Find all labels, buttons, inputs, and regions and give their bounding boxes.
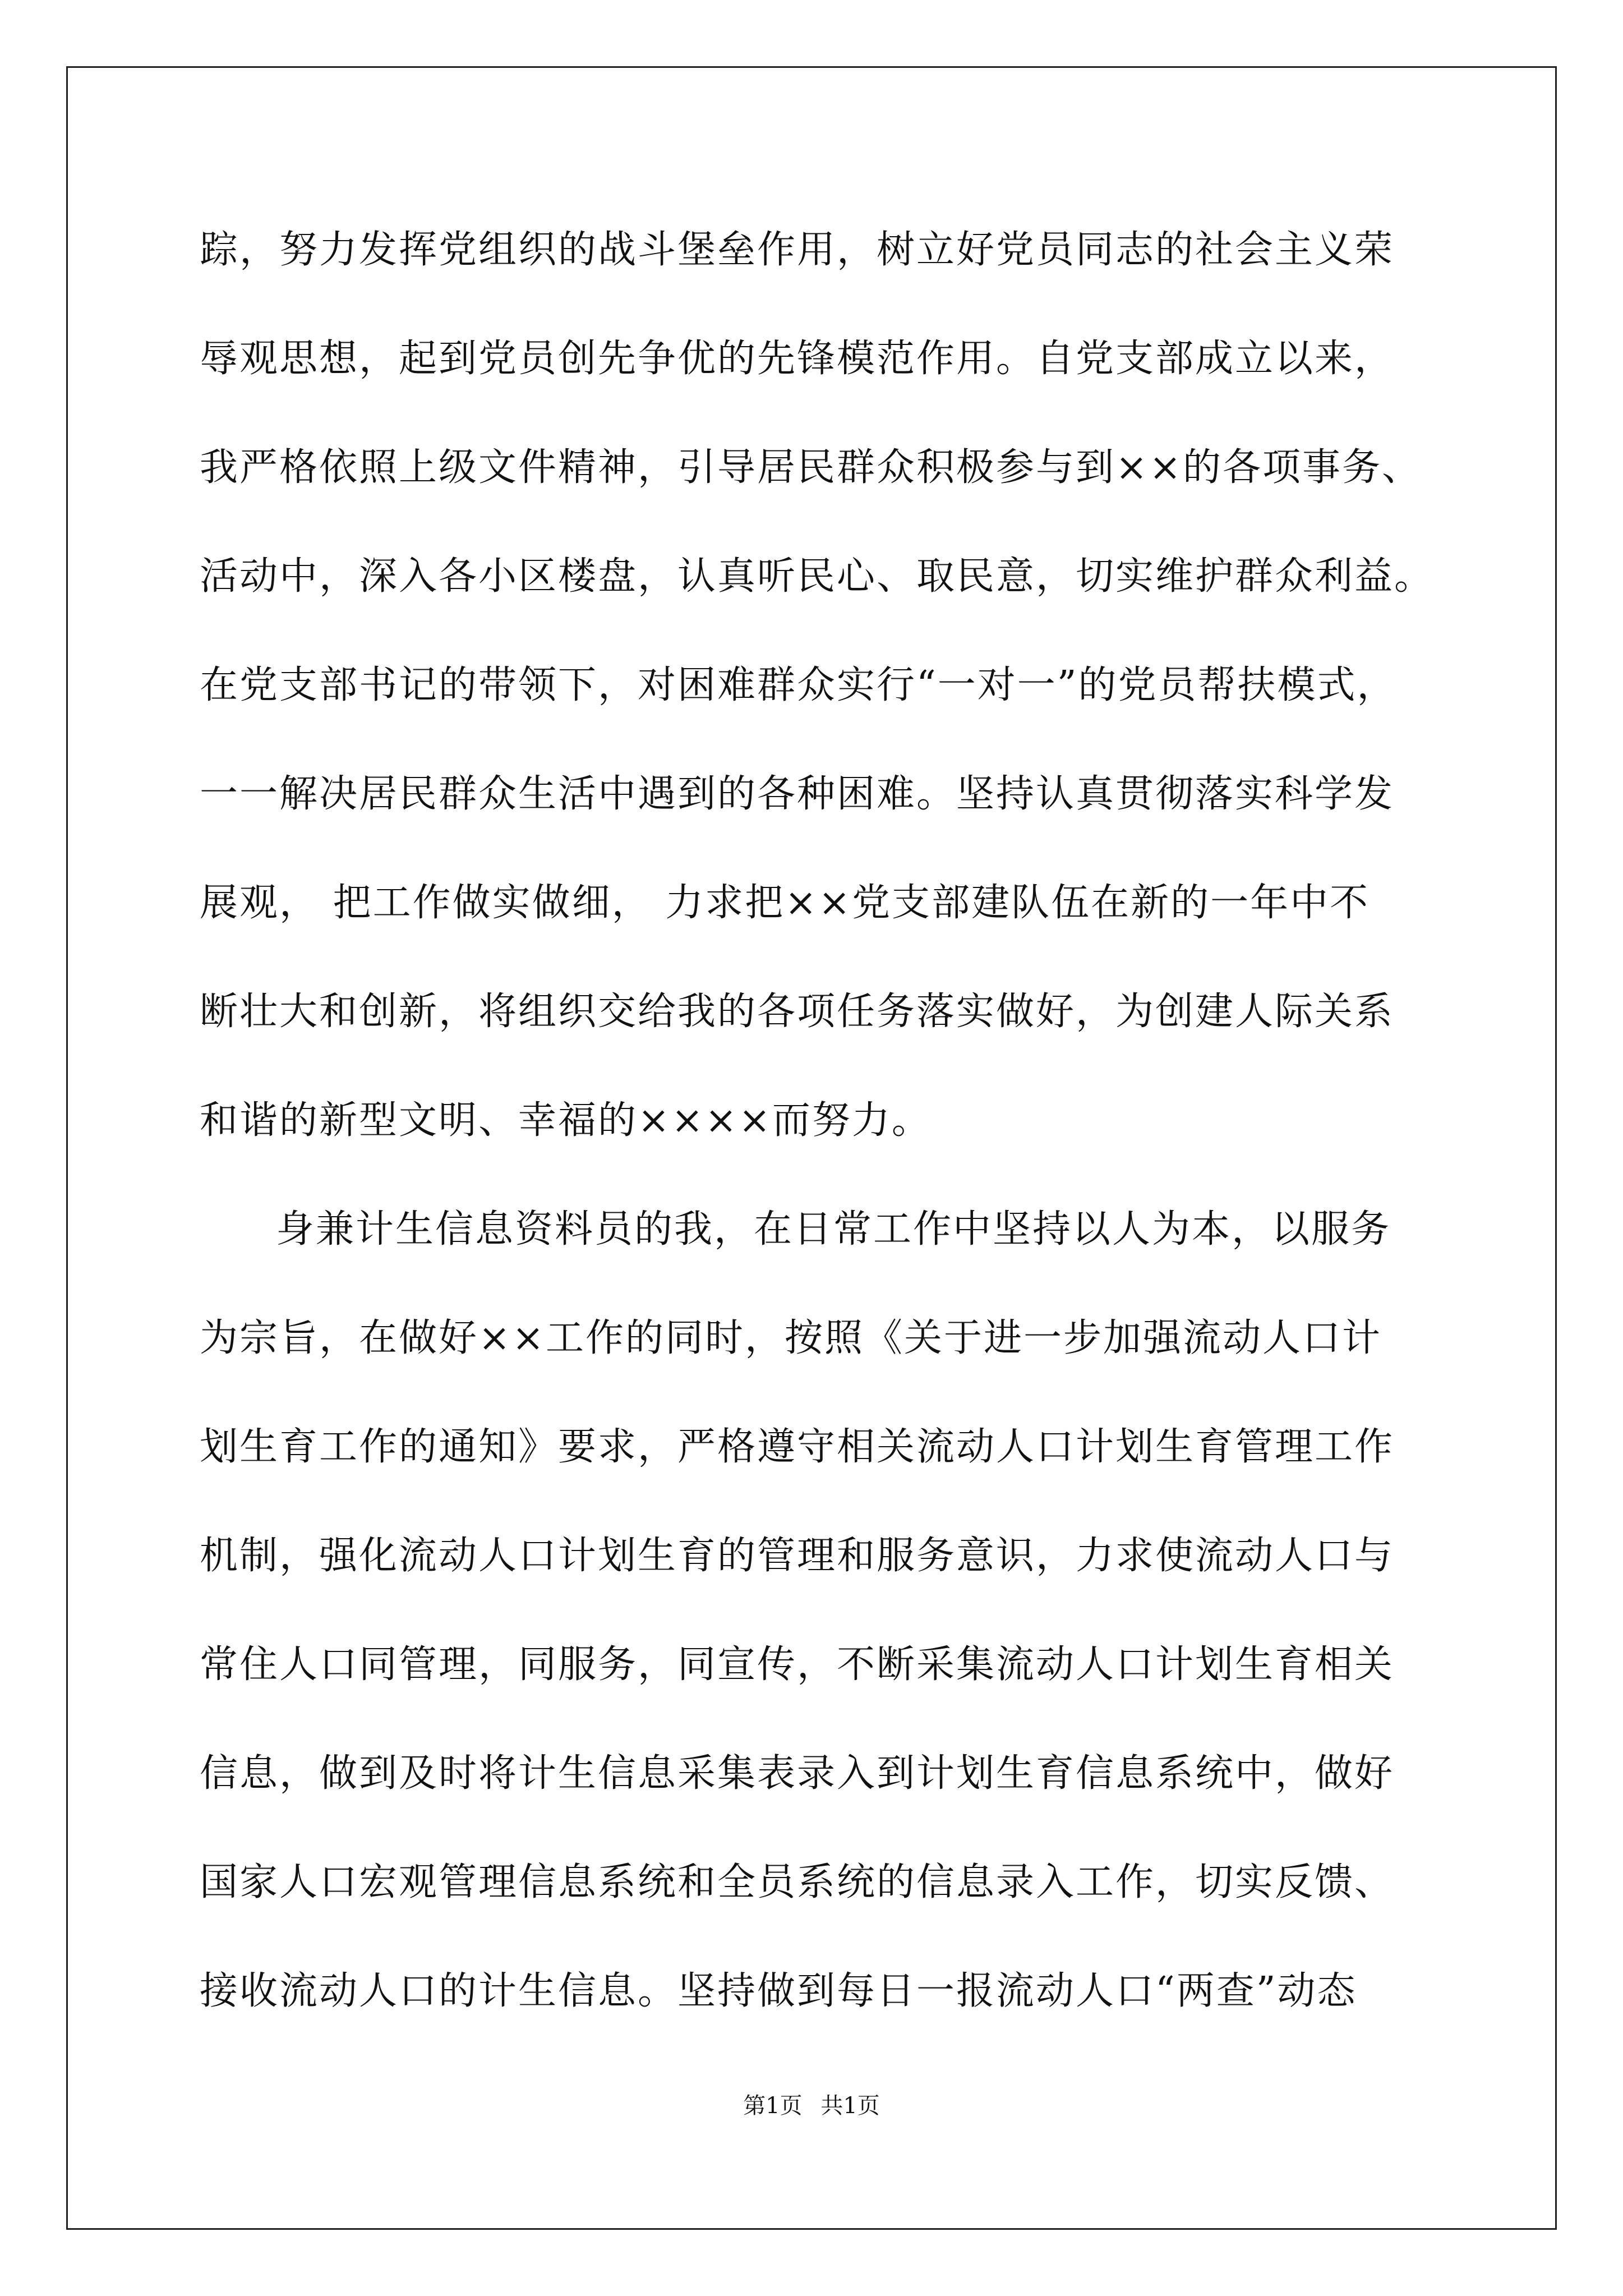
text-line: 辱观思想，起到党员创先争优的先锋模范作用。自党支部成立以来，: [200, 337, 1395, 381]
document-body: [200, 217, 1473, 2067]
text-line: 在党支部书记的带领下，对困难群众实行“一对一”的党员帮扶模式，: [200, 663, 1397, 707]
text-line: 一一解决居民群众生活中遇到的各种困难。坚持认真贯彻落实科学发: [200, 772, 1395, 816]
page-number: 第1页: [743, 2093, 803, 2119]
paragraph-start-line: 身兼计生信息资料员的我，在日常工作中坚持以人为本，以服务: [276, 1207, 1391, 1251]
text-line: 为宗旨，在做好××工作的同时，按照《关于进一步加强流动人口计: [200, 1316, 1382, 1360]
text-line: 接收流动人口的计生信息。坚持做到每日一报流动人口“两查”动态: [200, 1969, 1357, 2013]
text-line: 展观， 把工作做实做细， 力求把××党支部建队伍在新的一年中不: [200, 881, 1370, 925]
text-line: 我严格依照上级文件精神，引导居民群众积极参与到××的各项事务、: [200, 445, 1422, 490]
page-total: 共1页: [820, 2093, 880, 2119]
page-footer: [0, 2088, 1623, 2120]
text-line: 划生育工作的通知》要求，严格遵守相关流动人口计划生育管理工作: [200, 1425, 1395, 1469]
text-line: 和谐的新型文明、幸福的××××而努力。: [200, 1098, 932, 1143]
text-line: 机制，强化流动人口计划生育的管理和服务意识，力求使流动人口与: [200, 1534, 1395, 1578]
text-line: 断壮大和创新，将组织交给我的各项任务落实做好，为创建人际关系: [200, 990, 1395, 1034]
text-line: 踪，努力发挥党组织的战斗堡垒作用，树立好党员同志的社会主义荣: [200, 228, 1395, 272]
text-line: 活动中，深入各小区楼盘，认真听民心、取民意，切实维护群众利益。: [200, 554, 1435, 599]
text-line: 国家人口宏观管理信息系统和全员系统的信息录入工作，切实反馈、: [200, 1860, 1395, 1904]
text-line: 常住人口同管理，同服务，同宣传，不断采集流动人口计划生育相关: [200, 1642, 1395, 1687]
text-line: 信息，做到及时将计生信息采集表录入到计划生育信息系统中，做好: [200, 1751, 1395, 1796]
